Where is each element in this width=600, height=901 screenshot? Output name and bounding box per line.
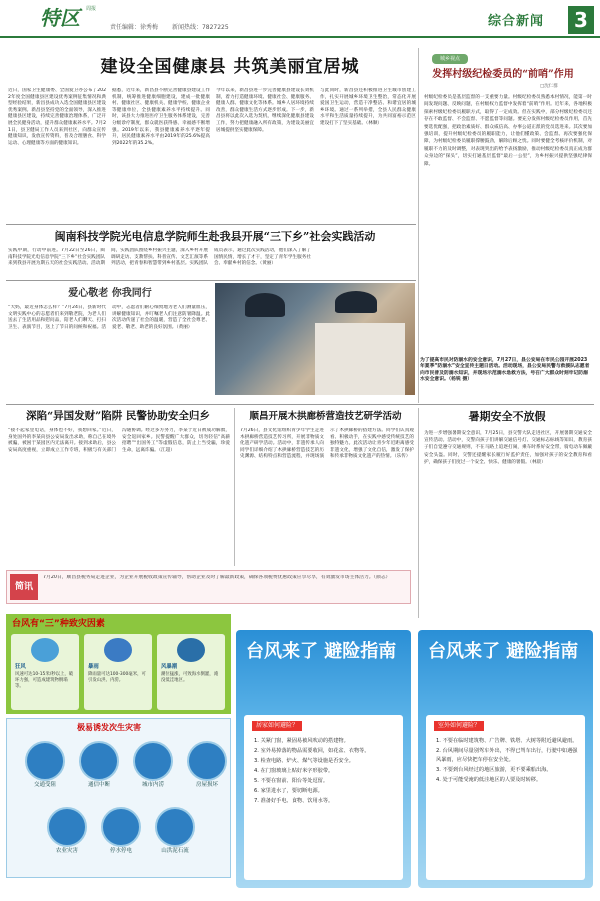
- disaster-item: 交通受阻: [15, 741, 75, 801]
- divider: [6, 224, 416, 225]
- guide-item: 2. 室外易掉落的物品需要收回，如花盆、衣物等。: [254, 748, 370, 754]
- commentary-title: 发挥村级纪检委员的“前哨”作用: [432, 69, 574, 80]
- guide-item: 3. 检查电路、炉火、煤气等设施是否安全。: [254, 758, 354, 764]
- column-divider: [418, 48, 419, 403]
- column-divider: [418, 408, 419, 618]
- masthead-logo: [40, 6, 100, 36]
- hazard-label: 狂风: [15, 664, 26, 670]
- article-5-title: 顺昌开展木拱廊桥营造技艺研学活动: [249, 411, 402, 422]
- guide-list: [436, 737, 578, 786]
- photo-figure: [315, 323, 405, 395]
- page-number: 3: [568, 6, 594, 34]
- page-header: [0, 0, 600, 38]
- commentary-author: □沈仁群: [540, 84, 558, 89]
- guide-list: [254, 737, 396, 807]
- typhoon-guide-title: 台风来了 避险指南: [246, 641, 397, 662]
- divider: [6, 404, 594, 405]
- article-3-title: 爱心敬老 你我同行: [68, 288, 152, 299]
- typhoon-guide-indoor: [236, 630, 411, 888]
- typhoon-guide-title: 台风来了 避险指南: [428, 641, 579, 662]
- news-brief: [6, 570, 411, 604]
- hazard-card: [157, 634, 225, 710]
- signal-icon: [79, 741, 119, 781]
- disaster-item: 房屋损坏: [177, 741, 237, 801]
- lead-article-col-2: 据悉，近年来，新昌县不断完善健康县建设工作机制，统筹推进健康细胞建设，建成一批健康村、健康社区、健康机关、健康学校、健康企业等健康单位，全县健康素养水平持续提升。同时，该县大力推进医疗卫生服务体系建设，完善分级诊疗制度，群众就医获得感、幸福感不断增强。2019年以来，我县健康素养水平逐年提升，居民健康素养水平由2019年的25.6%提高到2022年的35.2%。: [112, 88, 210, 146]
- guide-item: 7. 准备好手电、食物、饮用水等。: [254, 798, 334, 804]
- disaster-item: 农业灾害: [37, 807, 97, 867]
- commentary-kicker: 城乡视点: [432, 54, 468, 64]
- guide-item: 3. 不要到台风经过的地区旅游，更不要乘船出海。: [436, 767, 552, 773]
- news-hotline: 新闻热线：7827225: [171, 24, 229, 31]
- commentary-body: 村级纪检委员是基层监督的一支重要力量。村级纪检委员熟悉本村情况，能第一时间发现问题、反映问题，在村级权力监督中发挥着“前哨”作用。近年来，各地积极探索村级纪检委员履职方式，取得了一定成效。但在实践中，部分村级纪检委员还存在不敢监督、不会监督、不愿监督等问题。要充分发挥村级纪检委员作用，首先要选优配强，把政治素质好、群众威信高、办事公道正派的党员选进来。其次要加强培训，提升村级纪检委员的履职能力，让他们懂政策、会监督。再次要强化保障，为村级纪检委员履职撑腰鼓劲，解除后顾之忧。同时要健全考核评价机制，对履职不力的及时调整，对表现突出的给予表扬激励，推动村级纪检委员真正成为群众身边的“探头”，切实打通基层监督“最后一公里”，为乡村振兴提供坚强纪律保障。: [424, 95, 592, 167]
- lead-article-col-3: 今年以来，新昌县进一步完善健康县建设长效机制，着力打造健康环境、健康社会、健康服务、健康人群、健康文化等体系。城乡人居环境持续改善，群众健康生活方式逐步形成。下一步，新昌县将以此次入选为契机，继续深化健康县建设工作，努力把健康融入所有政策，为建设美丽宜居城提供坚实健康保障。: [216, 88, 314, 133]
- hazard-card: [11, 634, 79, 710]
- house-icon: [187, 741, 227, 781]
- crop-icon: [47, 807, 87, 847]
- article-4-body: “接不起家里电话，身体也不好，我想回家。”近日，身处国外的李某向县公安局发出求助，称自己在境外被骗，被困于某园区内无法离开。接到求助后，县公安局高度重视，立即成立工作专班，积极与有关部门沟通协调。经过多方努力，李某于近日被成功解救，安全返回家乡。民警提醒广大群众，切勿轻信“高薪招聘”“出国务工”等虚假信息，防止上当受骗，珍爱生命，远离诈骗。（江超）: [8, 428, 230, 453]
- hazards-title: 台风有“三”种致灾因素: [12, 619, 105, 629]
- hazard-text: 风速可达10-15米/秒以上，破坏力强，可造成建筑物倒塌等。: [15, 672, 74, 689]
- guide-box-title: 居家如何避险？: [252, 721, 302, 731]
- guide-item: 2. 台风期间尽量别驾车外出，不得已驾车出行，行驶中如遇强风暴雨，应尽快把车停在安全处。: [436, 748, 578, 763]
- flood-icon: [133, 741, 173, 781]
- rain-icon: [104, 638, 132, 662]
- guide-box: [426, 715, 585, 880]
- guide-box-title: 室外如何避险？: [434, 721, 484, 731]
- guide-item: 6. 家里进水了，要切断电源。: [254, 788, 323, 794]
- article-3-body: “大妈，最近身体怎么样？”7月24日，县新时代文明实践中心的志愿者们来到敬老院，为老人们送去了生活用品和慰问品，陪老人们聊天、打扫卫生、表演节目，送上了节日的问候和祝福。活动中，志愿者们耐心细致地为老人们测量血压，讲解健康知识，并叮嘱老人们注意防暑降温。此次活动传递了社会的温暖，营造了全社会尊老、爱老、敬老、助老的良好氛围。（黄丽）: [8, 305, 210, 330]
- photo-figure: [335, 291, 377, 313]
- hazard-text: 潮位猛涨，可致海水倒灌，淹没低洼地区。: [161, 672, 219, 683]
- article-2-body: 实践中期，行动中前进。7月22日至26日，闽南科技学院光电信息学院“三下乡”社会实践团队来到我县开展为期五天的社会实践活动。活动期间，实践团队围绕乡村振兴主题，深入乡村开展调研走访、支教帮扶、科普宣传、文艺汇演等系列活动，把青春和智慧带到乡村基层。实践团队成员表示，通过此次实践活动，他们深入了解了国情民情，增长了才干，坚定了青年学生服务社会、奉献乡村的信念。（黄丽）: [8, 248, 311, 267]
- hazard-label: 风暴潮: [161, 664, 178, 670]
- news-photo: [215, 283, 415, 395]
- divider: [6, 280, 416, 281]
- brief-tag: 简讯: [10, 574, 38, 600]
- editor-info: [110, 24, 241, 32]
- landslide-icon: [155, 807, 195, 847]
- main-headline: 建设全国健康县 共筑美丽宜居城: [100, 57, 360, 77]
- lead-article-col-1: 近日，国家卫生健康委、全国爱卫办公布了2022年度全国健康县区建设优秀案例征集情况和典型经验结果，新昌县成功入选全国健康县区建设优秀案例。新昌县坚持党的全面领导，深入推进健康县区建设，持续完善健康治理体系，广泛开展全民健身活动，提升群众健康素养水平。7月21日，县卫健局工作人员来到社区，向群众宣传健康知识，发放宣传资料，普及合理膳食、科学运动、心理健康等方面的健康知识。: [8, 88, 106, 146]
- traffic-icon: [25, 741, 65, 781]
- hazard-label: 暴雨: [88, 664, 99, 670]
- logo-text: 特区: [40, 6, 80, 30]
- hazard-card: [84, 634, 152, 710]
- article-6-title: 暑期安全不放假: [468, 410, 546, 423]
- disaster-item: 山洪泥石流: [145, 807, 205, 867]
- article-6-body: 为进一步增强暑期安全意识，7月25日，县交警大队走进社区，开展暑期交通安全宣传活动。活动中，交警向孩子们讲解交通信号灯、交通标志标线等知识，教育孩子们自觉遵守交通规则，不在马路上追逐打闹，乘车时系好安全带，骑电动车佩戴安全头盔。同时，交警还提醒家长履行好监护责任，加强对孩子的安全教育和看护，确保孩子们度过一个安全、快乐、健康的暑假。（林晨）: [424, 431, 592, 465]
- disaster-item: 通信中断: [69, 741, 129, 801]
- power-icon: [101, 807, 141, 847]
- editor-name: 责任编辑：徐秀梅: [110, 24, 159, 31]
- disaster-item: 城市内涝: [123, 741, 183, 801]
- article-4-title: 深陷“异国发财”陷阱 民警协助安全归乡: [26, 410, 210, 422]
- guide-item: 4. 处于可能受淹的低洼地区的人要及时转移。: [436, 777, 542, 783]
- typhoon-guide-outdoor: [418, 630, 593, 888]
- typhoon-hazards-panel: [6, 614, 231, 714]
- article-2-title: 闽南科技学院光电信息学院师生赴我县开展“三下乡”社会实践活动: [54, 230, 376, 243]
- wave-icon: [177, 638, 205, 662]
- disasters-title: 极易诱发次生灾害: [77, 723, 141, 732]
- guide-item: 1. 关紧门窗，紧固易被风吹动的搭建物。: [254, 738, 349, 744]
- logo-subtext: 周报: [86, 6, 97, 12]
- hazard-text: 降雨量可达100-300毫米，可引发山洪、内涝。: [88, 672, 146, 683]
- section-name: 综合新闻: [488, 14, 545, 29]
- guide-item: 1. 不要在临时建筑物、广告牌、铁塔、大树等附近避风避雨。: [436, 738, 578, 744]
- article-5-body: 7月26日，县文化馆组织青少年学生走进木拱廊桥营造技艺传习所，开展非物质文化遗产研学活动。活动中，非遗传承人向同学们详细介绍了木拱廊桥营造技艺的历史渊源、结构特点和营造流程，并现场演示了木拱廊桥的搭建方法。同学们认真观看、积极动手，在实践中感受传统技艺的独特魅力。此次活动让青少年近距离感受非遗文化，增强了文化自信，激发了保护和传承非物质文化遗产的热情。（乐传）: [240, 428, 414, 460]
- guide-item: 4. 在门窗玻璃上贴好米字形胶带。: [254, 768, 334, 774]
- photo-caption: 为了提高市民对防溺水的安全意识，7月27日，县公安局在市民公园开展2023年夏季“防溺水”安全宣传主题日活动。活动现场，县公安局民警与救援队志愿者向市民普及防溺水知识，并现场示范溺水急救方法，号召广大群众时刻牢记防溺水安全意识。（杨锐 摄）: [420, 358, 590, 383]
- guide-item: 5. 不要在窗前、阳台等处逗留。: [254, 778, 329, 784]
- photo-figure: [245, 293, 285, 317]
- disaster-item: 停水停电: [91, 807, 151, 867]
- brief-text: 7月20日，顺昌县税务局走进企业，为企业开展税收政策宣传辅导，帮助企业及时了解最新政策，确保各项税费优惠政策应享尽享，有效激发市场主体活力。（颜志）: [43, 575, 391, 580]
- secondary-disasters-panel: [6, 718, 231, 878]
- guide-box: [244, 715, 403, 880]
- column-divider: [234, 408, 235, 566]
- lead-article-col-4: 与此同时，新昌县还积极推进卫生城市创建工作，扎实开展城乡环境卫生整治，常态化开展爱国卫生运动，营造干净整洁、和谐宜居的城乡环境。通过一系列举措，全县人民群众健康水平和生活质量持续提升，为共同富裕示范区建设打下了坚实基础。（林顺）: [320, 88, 416, 126]
- wind-icon: [31, 638, 59, 662]
